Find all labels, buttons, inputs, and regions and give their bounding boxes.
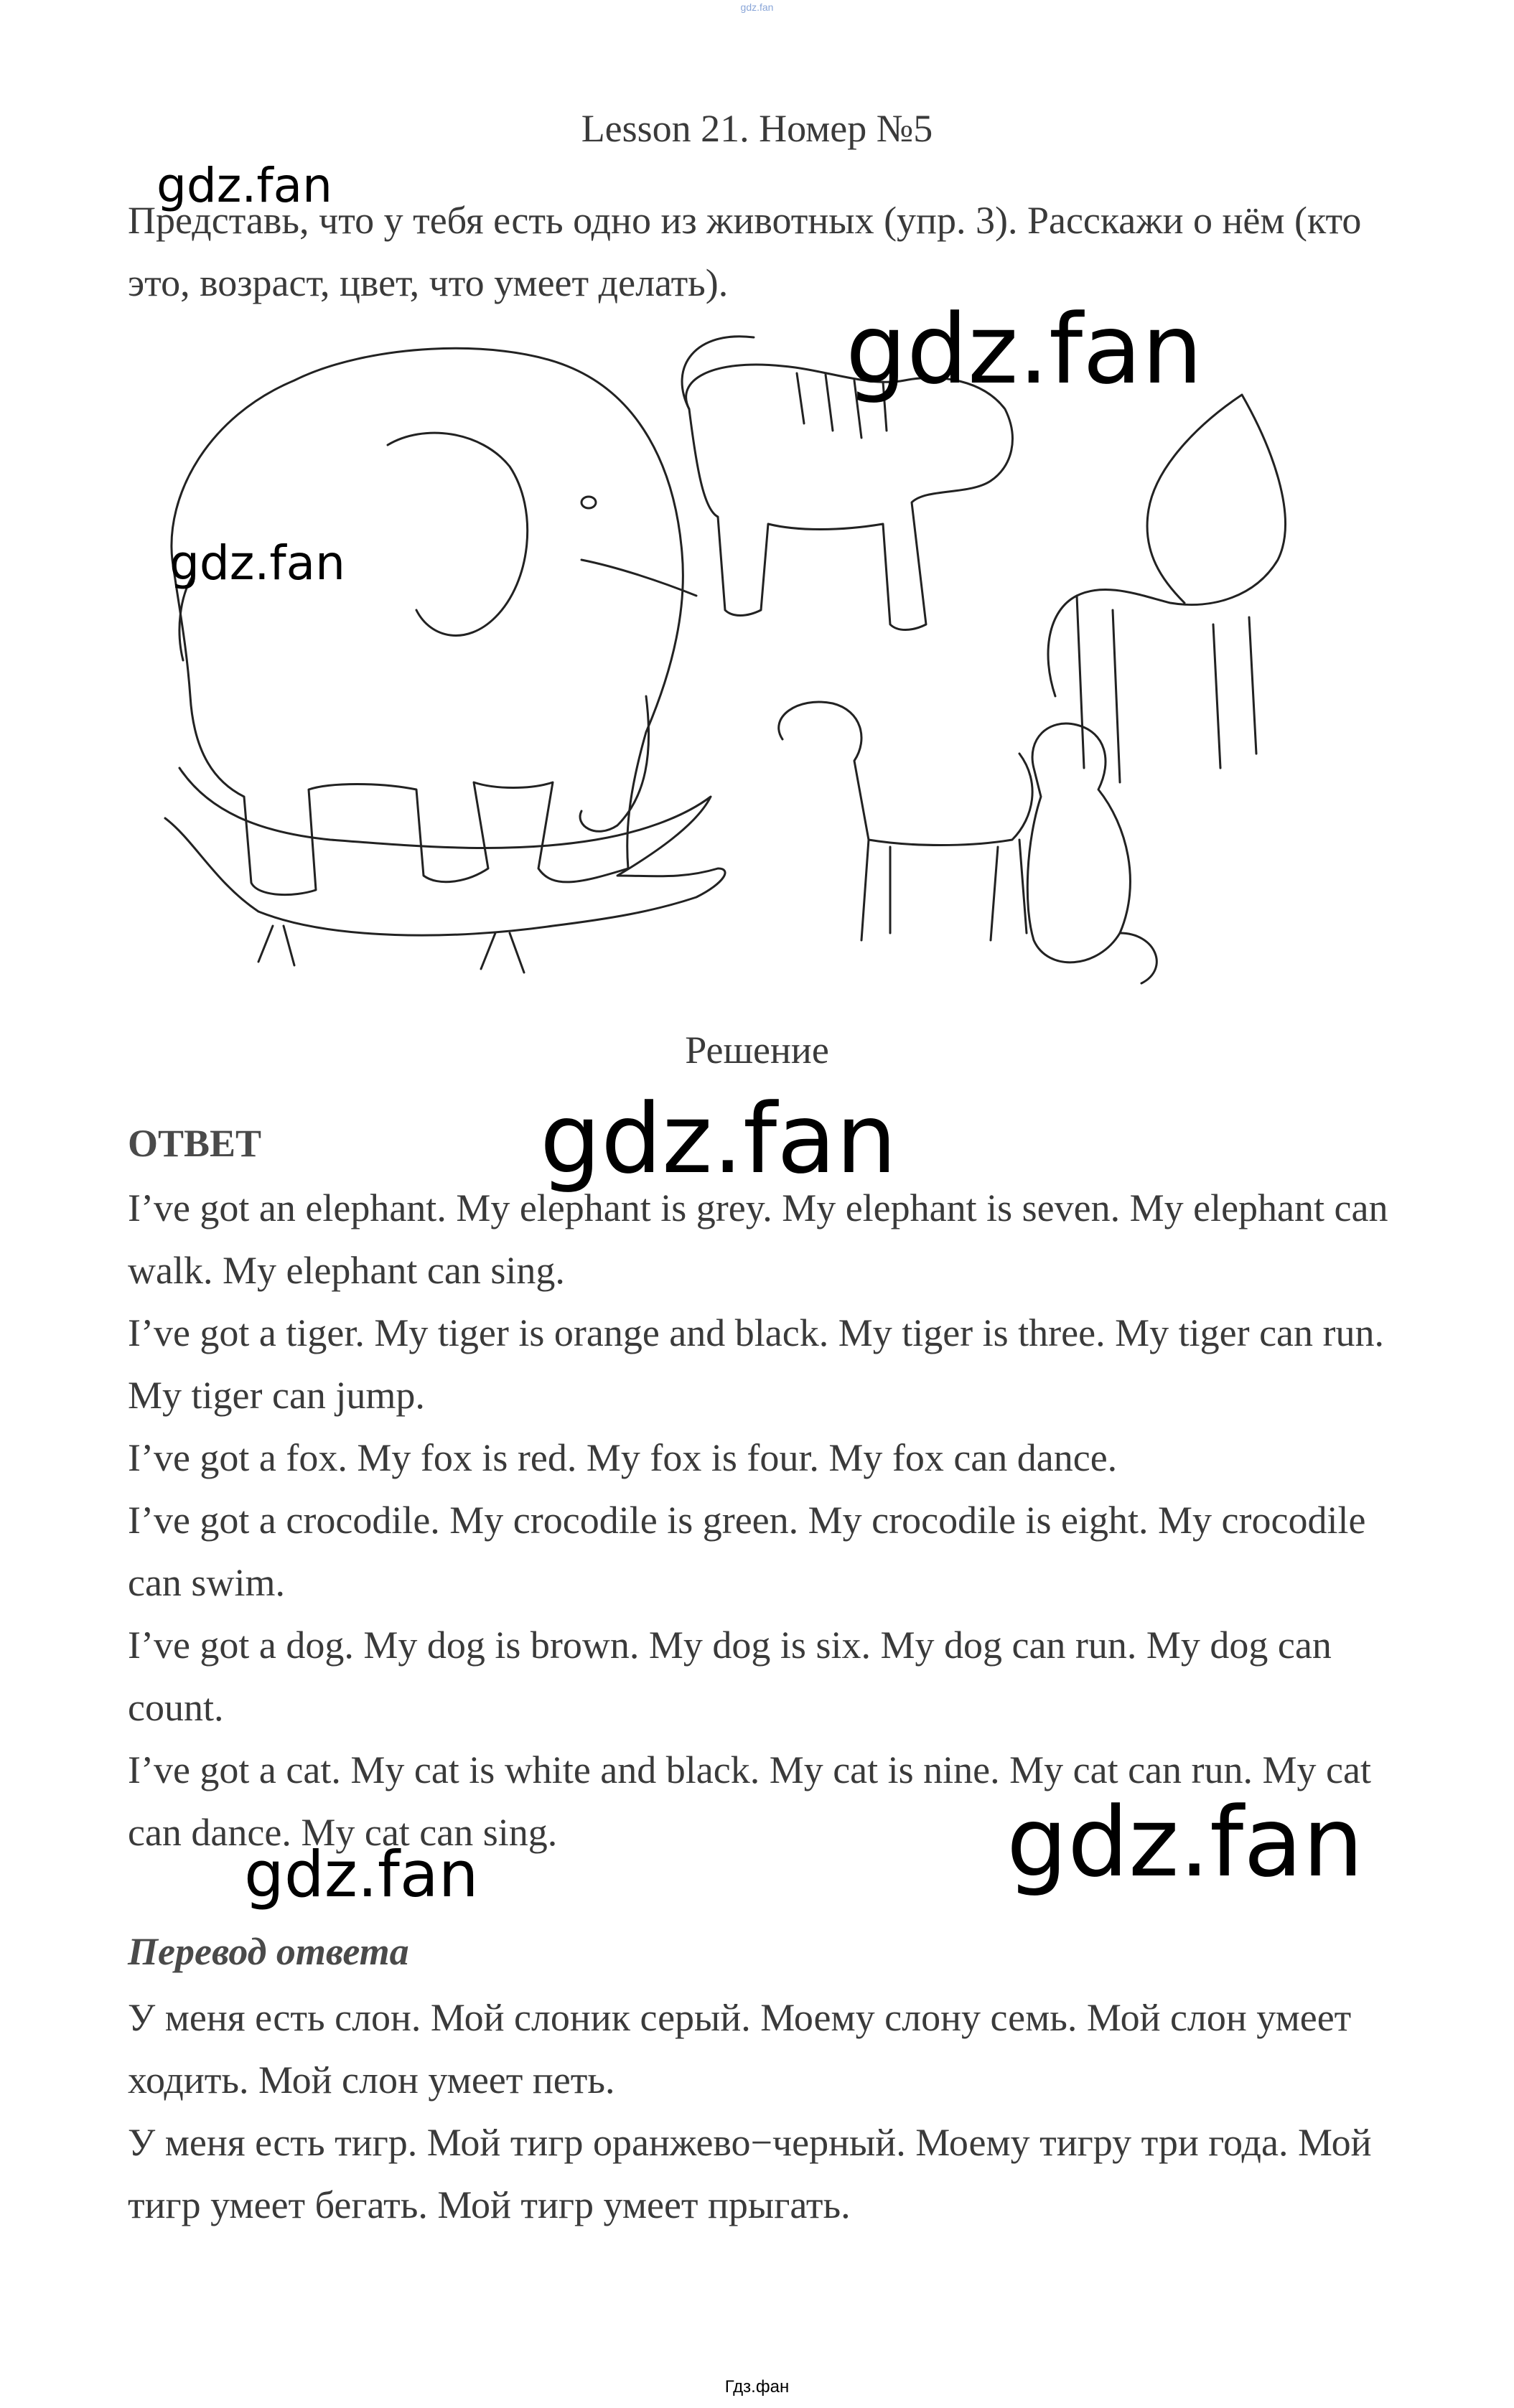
watermark: gdz.fan xyxy=(846,294,1203,406)
watermark: gdz.fan xyxy=(540,1083,897,1195)
answer-line: I’ve got a cat. My cat is white and black. My cat is nine. My cat can run. My cat can dance. My cat can sing. xyxy=(128,1748,1371,1854)
task-text: Представь, что у тебя есть одно из животных (упр. 3). Расскажи о нём (кто это, возраст, цвет, что умеет делать). xyxy=(128,199,1362,304)
watermark: gdz.fan xyxy=(156,158,332,213)
fox-drawing xyxy=(1048,395,1285,782)
answer-text xyxy=(128,1177,1391,1864)
dog-drawing xyxy=(779,702,1032,940)
elephant-drawing xyxy=(172,348,696,894)
watermark: gdz.fan xyxy=(244,1837,479,1911)
animals-illustration xyxy=(151,323,1314,998)
watermark: gdz.fan xyxy=(1006,1786,1364,1898)
solution-label: Решение xyxy=(685,1029,829,1072)
translation-text xyxy=(128,1987,1391,2236)
page-title: Lesson 21. Номер №5 xyxy=(581,107,933,150)
translation-line: У меня есть тигр. Мой тигр оранжево−черный. Моему тигру три года. Мой тигр умеет бегать. Мой тигр умеет прыгать. xyxy=(128,2121,1372,2226)
answer-line: I’ve got a crocodile. My crocodile is green. My crocodile is eight. My crocodile can swim. xyxy=(128,1499,1366,1604)
translation-heading: Перевод ответа xyxy=(128,1930,409,1973)
answer-line: I’ve got an elephant. My elephant is grey. My elephant is seven. My elephant can walk. My elephant can sing. xyxy=(128,1186,1388,1292)
crocodile-drawing xyxy=(165,768,725,973)
answer-line: I’ve got a tiger. My tiger is orange and black. My tiger is three. My tiger can run. My tiger can jump. xyxy=(128,1311,1384,1417)
watermark: gdz.fan xyxy=(169,535,345,591)
translation-line: У меня есть слон. Мой слоник серый. Моему слону семь. Мой слон умеет ходить. Мой слон умеет петь. xyxy=(128,1996,1352,2102)
answer-line: I’ve got a dog. My dog is brown. My dog is six. My dog can run. My dog can count. xyxy=(128,1624,1332,1729)
answer-line: I’ve got a fox. My fox is red. My fox is four. My fox can dance. xyxy=(128,1436,1118,1479)
footer: Гдз.фан xyxy=(724,2377,790,2397)
answer-heading: ОТВЕТ xyxy=(128,1122,262,1165)
cat-drawing xyxy=(1027,723,1156,983)
top-watermark: gdz.fan xyxy=(740,1,774,13)
